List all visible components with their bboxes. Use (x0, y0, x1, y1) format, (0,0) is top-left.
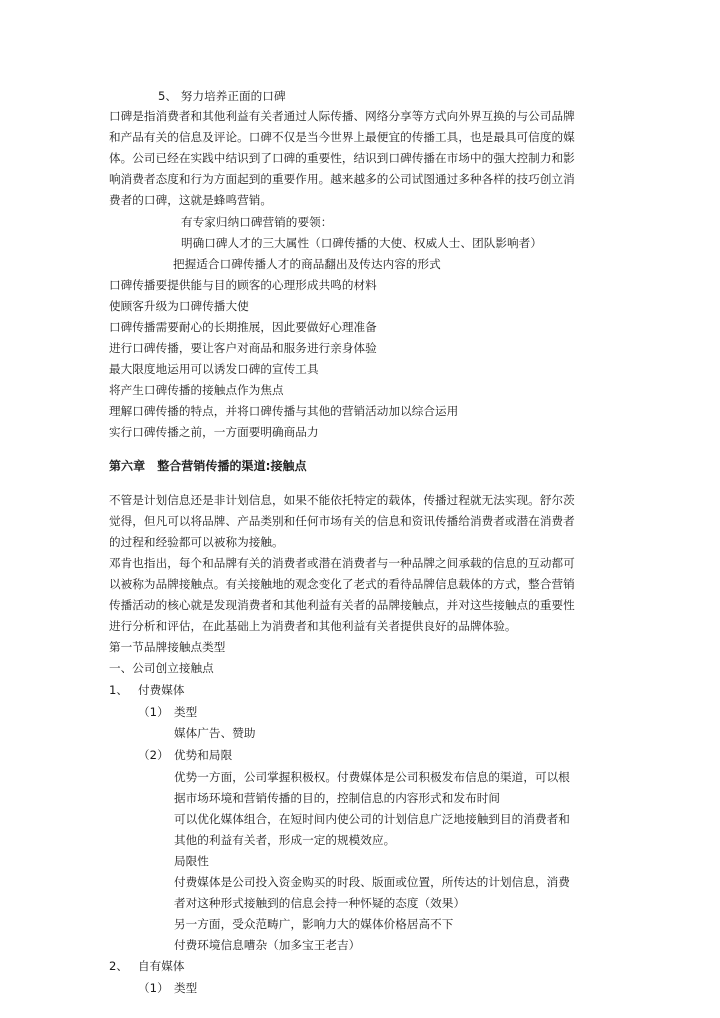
paragraph-line: 据市场环境和营销传播的目的，控制信息的内容形式和发布时间 (174, 791, 501, 805)
paragraph-line: 和产品有关的信息及评论。口碑不仅是当今世界上最便宜的传播工具，也是最具可信度的媒 (109, 130, 575, 144)
list-item: 进行口碑传播，要让客户对商品和服务进行亲身体验 (109, 341, 377, 355)
paragraph-line: 费者的口碑，这就是蜂鸣营销。 (109, 193, 273, 207)
expert-intro: 有专家归纳口碑营销的要领： (181, 215, 333, 229)
expert-point: 把握适合口碑传播人才的商品翻出及传达内容的形式 (173, 257, 441, 271)
paragraph-line: 另一方面，受众范畴广，影响力大的媒体价格居高不下 (174, 917, 454, 931)
paragraph-line: 邓肯也指出，每个和品牌有关的消费者或潜在消费者与一种品牌之间承载的信息的互动都可 (109, 556, 575, 570)
sub-item-label: 类型 (174, 981, 198, 995)
part-title: 一、公司创立接触点 (109, 661, 214, 675)
paragraph-line: 觉得，但凡可以将品牌、产品类别和任何市场有关的信息和资讯传播给消费者或潜在消费者 (109, 514, 575, 528)
sub-item-label: 类型 (174, 705, 198, 719)
item-number: 1、 (109, 683, 129, 697)
paragraph-line: 其他的利益有关者，形成一定的规模效应。 (174, 833, 396, 847)
list-item: 最大限度地运用可以诱发口碑的宣传工具 (109, 362, 319, 376)
sub-item-number: （1） (138, 981, 169, 995)
paragraph-line: 进行分析和评估，在此基础上为消费者和其他利益有关者提供良好的品牌体验。 (109, 619, 517, 633)
list-item: 口碑传播需要耐心的长期推展，因此要做好心理准备 (109, 320, 377, 334)
paragraph-line: 的过程和经验都可以被称为接触。 (109, 535, 284, 549)
paragraph-line: 传播活动的核心就是发现消费者和其他利益有关者的品牌接触点，并对这些接触点的重要性 (109, 598, 575, 612)
paragraph-line: 不管是计划信息还是非计划信息，如果不能依托特定的载体，传播过程就无法实现。舒尔茨 (109, 493, 575, 507)
limitations-label: 局限性 (174, 854, 209, 868)
section-5-heading: 5、 努力培养正面的口碑 (158, 89, 286, 103)
paragraph-line: 体。公司已经在实践中结识到了口碑的重要性，结识到口碑传播在市场中的强大控制力和影 (109, 151, 575, 165)
item-label: 自有媒体 (138, 959, 185, 973)
list-item: 实行口碑传播之前，一方面要明确商品力 (109, 425, 319, 439)
paragraph-line: 者对这种形式接触到的信息会持一种怀疑的态度（效果） (174, 896, 466, 910)
list-item: 使顾客升级为口碑传播大使 (109, 299, 249, 313)
paragraph-line: 口碑是指消费者和其他利益有关者通过人际传播、网络分享等方式向外界互换的与公司品牌 (109, 109, 575, 123)
paragraph-line: 付费媒体是公司投入资金购买的时段、版面或位置，所传达的计划信息，消费 (174, 875, 570, 889)
expert-point: 明确口碑人才的三大属性（口碑传播的大使、权威人士、团队影响者） (181, 236, 542, 250)
chapter-title: 第六章 整合营销传播的渠道:接触点 (109, 459, 307, 473)
paragraph-line: 付费环境信息嘈杂（加多宝王老吉） (174, 938, 361, 952)
paragraph-line: 以被称为品牌接触点。有关接触地的观念变化了老式的看待品牌信息载体的方式，整合营销 (109, 577, 575, 591)
sub-item-label: 优势和局限 (174, 748, 233, 762)
section-title: 第一节品牌接触点类型 (109, 640, 226, 654)
list-item: 口碑传播要提供能与目的顾客的心理形成共鸣的材料 (109, 278, 377, 292)
sub-item-text: 媒体广告、赞助 (174, 726, 256, 740)
paragraph-line: 可以优化媒体组合，在短时间内使公司的计划信息广泛地接触到目的消费者和 (174, 812, 570, 826)
item-number: 2、 (109, 959, 129, 973)
sub-item-number: （1） (138, 705, 169, 719)
item-label: 付费媒体 (138, 683, 185, 697)
sub-item-number: （2） (138, 748, 169, 762)
list-item: 理解口碑传播的特点，并将口碑传播与其他的营销活动加以综合运用 (109, 404, 459, 418)
paragraph-line: 响消费者态度和行为方面起到的重要作用。越来越多的公司试图通过多种各样的技巧创立消 (109, 172, 575, 186)
paragraph-line: 优势一方面，公司掌握积极权。付费媒体是公司积极发布信息的渠道，可以根 (174, 770, 570, 784)
list-item: 将产生口碑传播的接触点作为焦点 (109, 383, 284, 397)
